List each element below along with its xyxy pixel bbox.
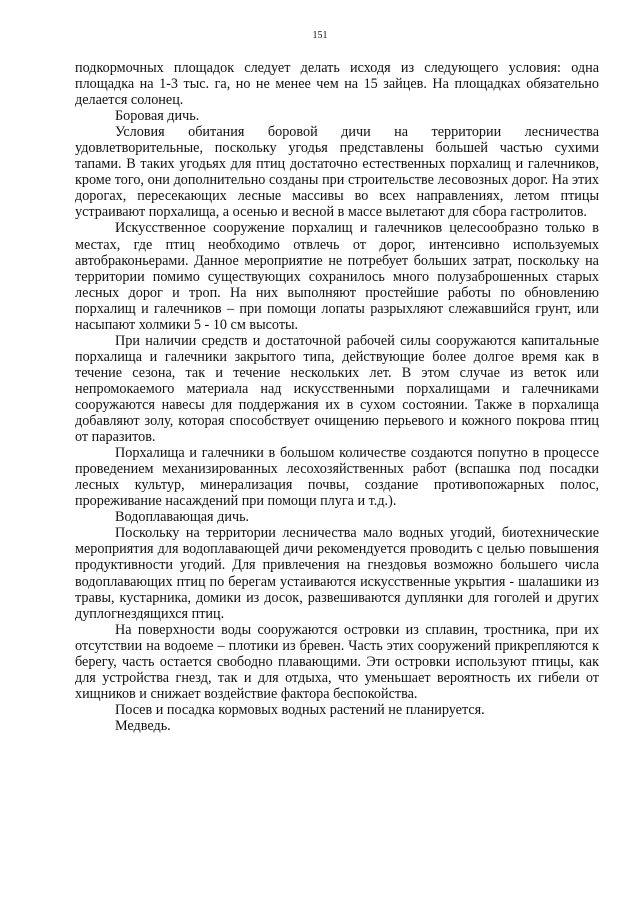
document-body [75,60,599,734]
paragraph-waterfowl-measures: Поскольку на территории лесничества мало водных угодий, биотехнические мероприятия для водоплавающей дичи рекомендуется проводить с целью повышения продуктивности угодий. Для привлечения на гнездовья возможно большего числа водоплавающих птиц по берегам устаиваются искусственные укрытия - шалашики из травы, кустарника, домики из досок, развешиваются дуплянки для гоголей и других дуплогнездящихся птиц. [75,525,599,622]
paragraph-artificial-dust-baths: Искусственное сооружение порхалищ и галечников целесообразно только в местах, где птиц необходимо отвлечь от дорог, интенсивно используемых автобраконьерами. Данное мероприятие не потребует больших затрат, поскольку на территории помимо существующих сохранилось много полузаброшенных старых лесных дорог и троп. На них выполняют простейшие работы по обновлению порхалищ и галечников – при помощи лопаты разрыхляют слежавшийся грунт, или насыпают холмики 5 - 10 см высоты. [75,220,599,333]
heading-bear: Медведь. [115,717,171,734]
page-number: 151 [312,30,328,41]
paragraph-capital-dust-baths: При наличии средств и достаточной рабочей силы сооружаются капитальные порхалища и галечники закрытого типа, действующие более долгое время как в течение сезона, так и течение нескольких лет. В этом случае из веток или непромокаемого материала над искусственными порхалищами и галечниками сооружаются навесы для поддержания их в сухом состоянии. Также в порхалища добавляют золу, которая способствует очищению перьевого и кожного покрова птиц от паразитов. [75,332,599,446]
heading-waterfowl: Водоплавающая дичь. [115,509,250,526]
paragraph-hare-feeding-sites: подкормочных площадок следует делать исходя из следующего условия: одна площадка на 1-3 тыс. га, но не менее чем на 15 зайцев. На площадках обязательно делается солонец. [75,60,599,109]
paragraph-mechanized-works: Порхалища и галечники в большом количестве создаются попутно в процессе проведением механизированных лесохозяйственных работ (вспашка под посадки лесных культур, минерализация почвы, создание противопожарных полос, прореживание насаждений при помощи плуга и т.д.). [75,445,599,510]
paragraph-aquatic-plants: Посев и посадка кормовых водных растений не планируется. [115,701,485,718]
paragraph-floating-islands: На поверхности воды сооружаются островки из сплавин, тростника, при их отсутствии на водоеме – плотики из бревен. Часть этих сооружений прикрепляются к берегу, часть остается свободно плавающими. Эти островки используют птицы, как для устройства гнезд, так и для отдыха, что уменьшает вероятность их гибели от хищников и снижает воздействие фактора беспокойства. [75,621,599,702]
paragraph-forest-game-conditions: Условия обитания боровой дичи на территории лесничества удовлетворительные, поскольку угодья представлены большей частью сухими тапами. В таких угодьях для птиц достаточно естественных порхалищ и галечников, кроме того, они дополнительно созданы при строительстве лесовозных дорог. На этих дорогах, пересекающих лесные массивы во всех направлениях, летом птицы устраивают порхалища, а осенью и весной в массе вылетают для сбора гастролитов. [75,124,599,221]
heading-forest-game: Боровая дичь. [115,108,200,125]
